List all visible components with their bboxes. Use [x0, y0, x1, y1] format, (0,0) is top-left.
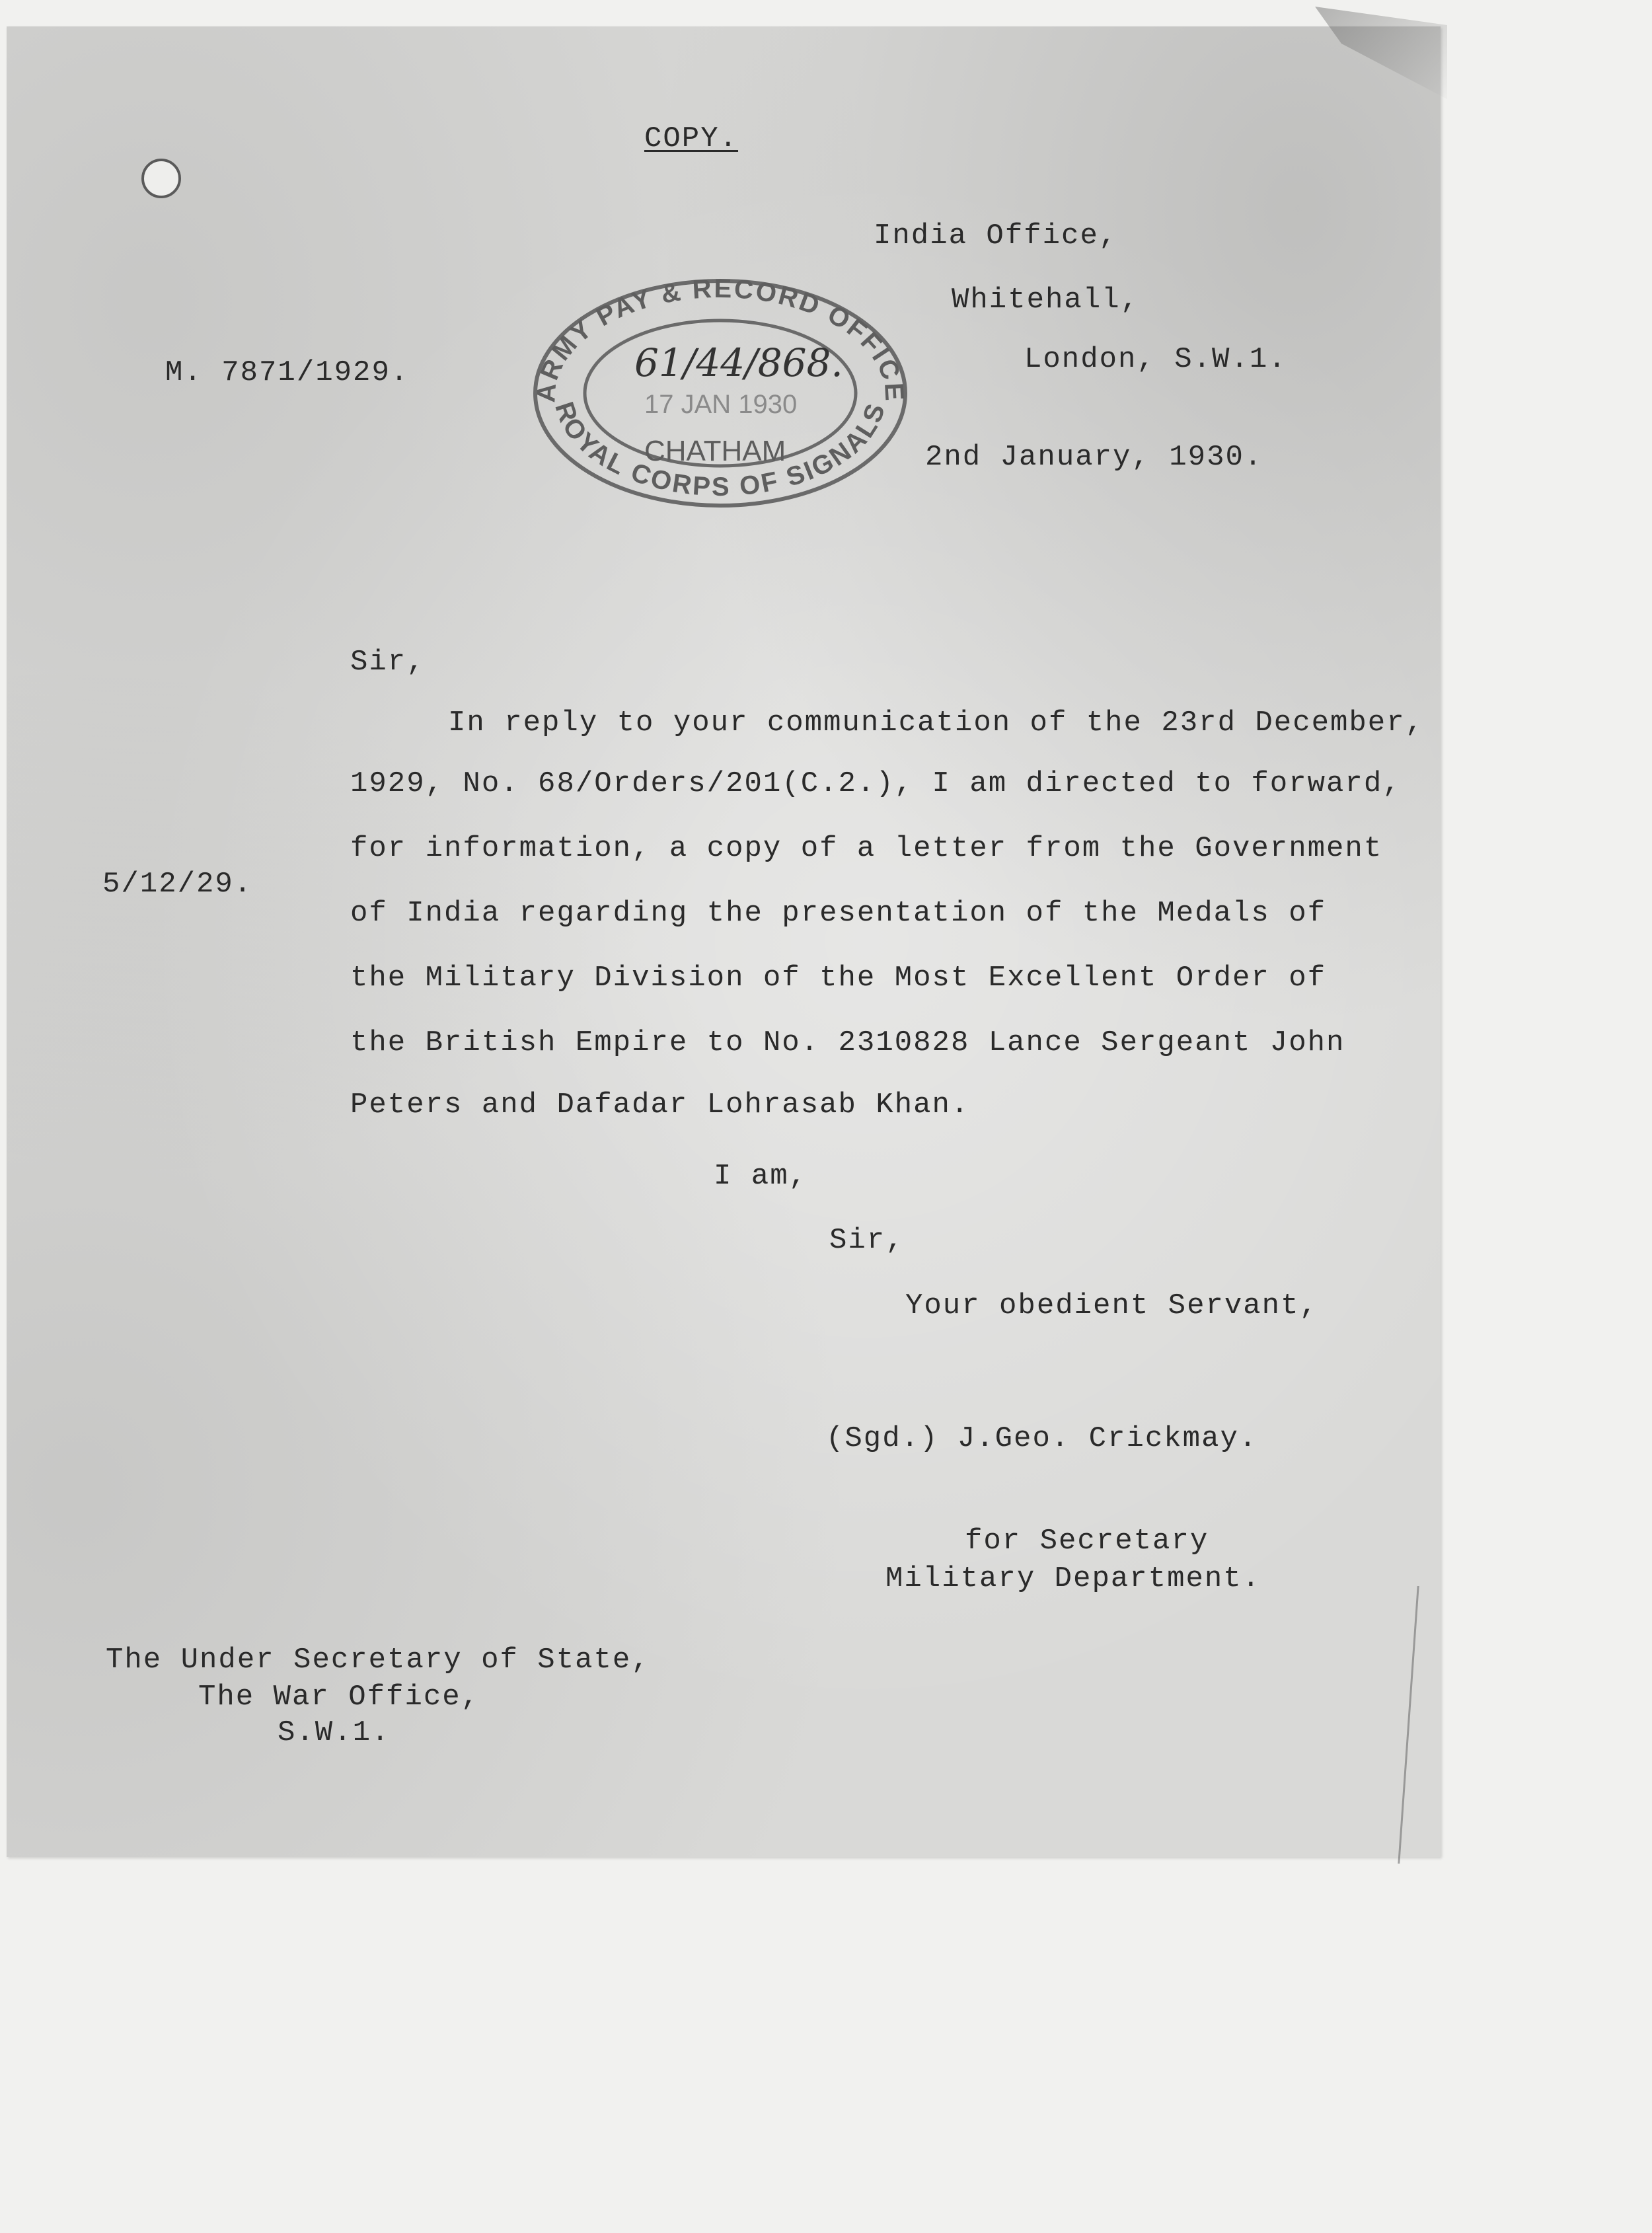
address-line-3: London, S.W.1. — [1024, 343, 1287, 376]
body-line-4: of India regarding the presentation of the Medals of — [350, 897, 1327, 930]
stamp-handwritten-number: 61/44/868. — [634, 340, 843, 385]
closing-line-3: Your obedient Servant, — [905, 1289, 1318, 1322]
stamp-bottom-arc-text: ROYAL CORPS OF SIGNALS — [549, 398, 891, 502]
margin-note-date: 5/12/29. — [102, 868, 253, 901]
body-line-1: In reply to your communication of the 23rd December, — [448, 706, 1425, 739]
signature: (Sgd.) J.Geo. Crickmay. — [826, 1422, 1258, 1455]
stamp-date: 17 JAN 1930 — [644, 390, 798, 419]
stamp-top-arc-text: ARMY PAY & RECORD OFFICE — [531, 274, 909, 404]
closing-line-1: I am, — [714, 1160, 808, 1193]
punch-hole — [141, 159, 181, 198]
body-line-3: for information, a copy of a letter from the Government — [350, 832, 1383, 865]
signatory-title-line-1: for Secretary — [965, 1525, 1209, 1558]
body-line-2: 1929, No. 68/Orders/201(C.2.), I am directed to forward, — [350, 767, 1402, 800]
recipient-line-3: S.W.1. — [278, 1716, 391, 1749]
body-line-7: Peters and Dafadar Lohrasab Khan. — [350, 1088, 970, 1121]
reference-number: M. 7871/1929. — [165, 356, 410, 389]
body-line-6: the British Empire to No. 2310828 Lance Sergeant John — [350, 1026, 1345, 1059]
address-line-1: India Office, — [874, 219, 1118, 252]
stamp-place: CHATHAM — [644, 435, 786, 467]
copy-heading: COPY. — [644, 122, 739, 155]
body-line-5: the Military Division of the Most Excellent Order of — [350, 962, 1327, 995]
recipient-line-1: The Under Secretary of State, — [106, 1644, 650, 1677]
address-line-2: Whitehall, — [952, 284, 1140, 317]
signatory-title-line-2: Military Department. — [885, 1562, 1261, 1595]
closing-line-2: Sir, — [829, 1224, 905, 1257]
letter-date: 2nd January, 1930. — [925, 441, 1263, 474]
salutation: Sir, — [350, 646, 426, 679]
recipient-line-2: The War Office, — [198, 1681, 480, 1714]
received-stamp — [529, 271, 912, 515]
